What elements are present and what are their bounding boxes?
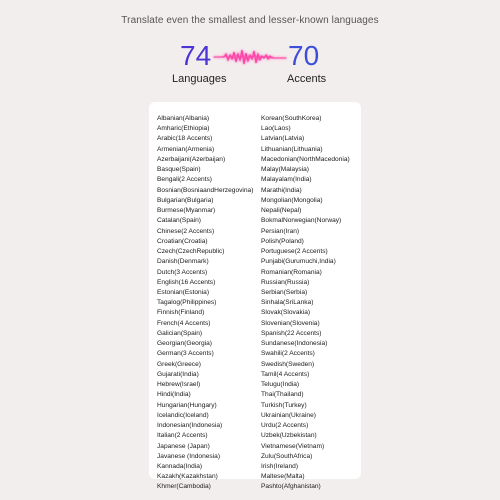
language-item: Portuguese(2 Accents) (261, 248, 328, 256)
language-item: Slovak(Slovakia) (261, 309, 311, 317)
sound-wave-icon (212, 46, 288, 68)
language-item: Polish(Poland) (261, 237, 304, 245)
language-item: English(16 Accents) (157, 278, 216, 286)
language-item: German(3 Accents) (157, 350, 214, 358)
language-item: Dutch(3 Accents) (157, 268, 208, 276)
language-item: Telugu(India) (261, 381, 300, 389)
language-item: Azerbaijani(Azerbaijan) (157, 155, 226, 163)
language-item: Swahili(2 Accents) (261, 350, 315, 358)
language-item: Tamil(4 Accents) (261, 370, 310, 378)
language-item: Basque(Spain) (157, 166, 201, 174)
stats-row (0, 40, 500, 90)
language-item: Ukrainian(Ukraine) (261, 411, 316, 419)
language-item: Greek(Greece) (157, 360, 201, 368)
language-item: Marathi(India) (261, 186, 302, 194)
language-item: Burmese(Myanmar) (157, 207, 216, 215)
language-item: Russian(Russia) (261, 278, 310, 286)
language-item: Lithuanian(Lithuania) (261, 145, 323, 153)
language-item: Armenian(Armenia) (157, 145, 215, 153)
language-item: Khmer(Cambodia) (157, 483, 211, 491)
language-item: Pashto(Afghanistan) (261, 483, 321, 491)
language-item: Estonian(Estonia) (157, 288, 210, 296)
language-column-left (157, 114, 261, 493)
language-item: Sundanese(Indonesia) (261, 340, 328, 348)
language-item: Japanese (Japan) (157, 442, 210, 450)
language-item: Serbian(Serbia) (261, 288, 308, 296)
language-item: Uzbek(Uzbekistan) (261, 432, 317, 440)
language-item: Nepali(Nepal) (261, 207, 302, 215)
language-item: Punjabi(Gurumuchi,India) (261, 258, 336, 266)
language-item: Sinhala(SriLanka) (261, 299, 314, 307)
language-item: Kazakh(Kazakhstan) (157, 473, 218, 481)
language-item: BokmalNorwegian(Norway) (261, 217, 342, 225)
language-item: Bengali(2 Accents) (157, 176, 212, 184)
language-item: Indonesian(Indonesia) (157, 422, 223, 430)
language-item: Galician(Spain) (157, 329, 203, 337)
language-item: Georgian(Georgia) (157, 340, 212, 348)
accents-count: 70 (288, 40, 320, 71)
language-item: Arabic(18 Accents) (157, 135, 213, 143)
language-item: Bosnian(BosniaandHerzegovina) (157, 186, 254, 194)
language-item: Hebrew(Israel) (157, 381, 201, 389)
language-item: Hungarian(Hungary) (157, 401, 217, 409)
language-item: Spanish(22 Accents) (261, 329, 322, 337)
language-item: Latvian(Latvia) (261, 135, 305, 143)
language-item: Korean(SouthKorea) (261, 115, 322, 122)
language-list-left (157, 114, 261, 493)
language-item: Zulu(SouthAfrica) (261, 452, 313, 460)
languages-count: 74 (180, 40, 212, 71)
language-item: French(4 Accents) (157, 319, 211, 327)
language-item: Romanian(Romania) (261, 268, 322, 276)
language-list-right (261, 114, 365, 493)
language-item: Turkish(Turkey) (261, 401, 307, 409)
language-item: Bulgarian(Bulgaria) (157, 196, 214, 204)
language-item: Danish(Denmark) (157, 258, 209, 266)
language-item: Czech(CzechRepublic) (157, 248, 225, 256)
language-item: Hindi(India) (157, 391, 191, 399)
language-item: Kannada(India) (157, 462, 203, 470)
language-item: Lao(Laos) (261, 125, 291, 133)
language-list-card (149, 102, 361, 491)
language-item: Malayalam(India) (261, 176, 312, 184)
language-item: Slovenian(Slovenia) (261, 319, 320, 327)
language-item: Swedish(Sweden) (261, 360, 315, 368)
language-item: Icelandic(Iceland) (157, 411, 209, 419)
language-item: Catalan(Spain) (157, 217, 201, 225)
language-item: Maltese(Malta) (261, 473, 305, 481)
language-item: Amharic(Ethiopia) (157, 125, 210, 133)
language-item: Thai(Thailand) (261, 391, 304, 399)
language-item: Urdu(2 Accents) (261, 422, 309, 430)
accents-label: Accents (287, 73, 327, 85)
language-item: Gujarati(India) (157, 370, 199, 378)
language-item: Javanese (Indonesia) (157, 452, 221, 460)
language-item: Vietnamese(Vietnam) (261, 442, 325, 450)
language-item: Chinese(2 Accents) (157, 227, 215, 235)
language-item: Macedonian(NorthMacedonia) (261, 155, 350, 163)
language-item: Persian(Iran) (261, 227, 300, 235)
language-item: Italian(2 Accents) (157, 432, 208, 440)
language-item: Finnish(Finland) (157, 309, 205, 317)
language-item: Irish(Ireland) (261, 462, 299, 470)
languages-label: Languages (172, 73, 227, 85)
language-item: Tagalog(Philippines) (157, 299, 217, 307)
language-item: Albanian(Albania) (157, 115, 210, 122)
language-column-right (261, 114, 365, 493)
headline: Translate even the smallest and lesser-known languages (121, 15, 379, 26)
language-item: Mongolian(Mongolia) (261, 196, 323, 204)
language-item: Malay(Malaysia) (261, 166, 309, 174)
language-item: Croatian(Croatia) (157, 237, 208, 245)
